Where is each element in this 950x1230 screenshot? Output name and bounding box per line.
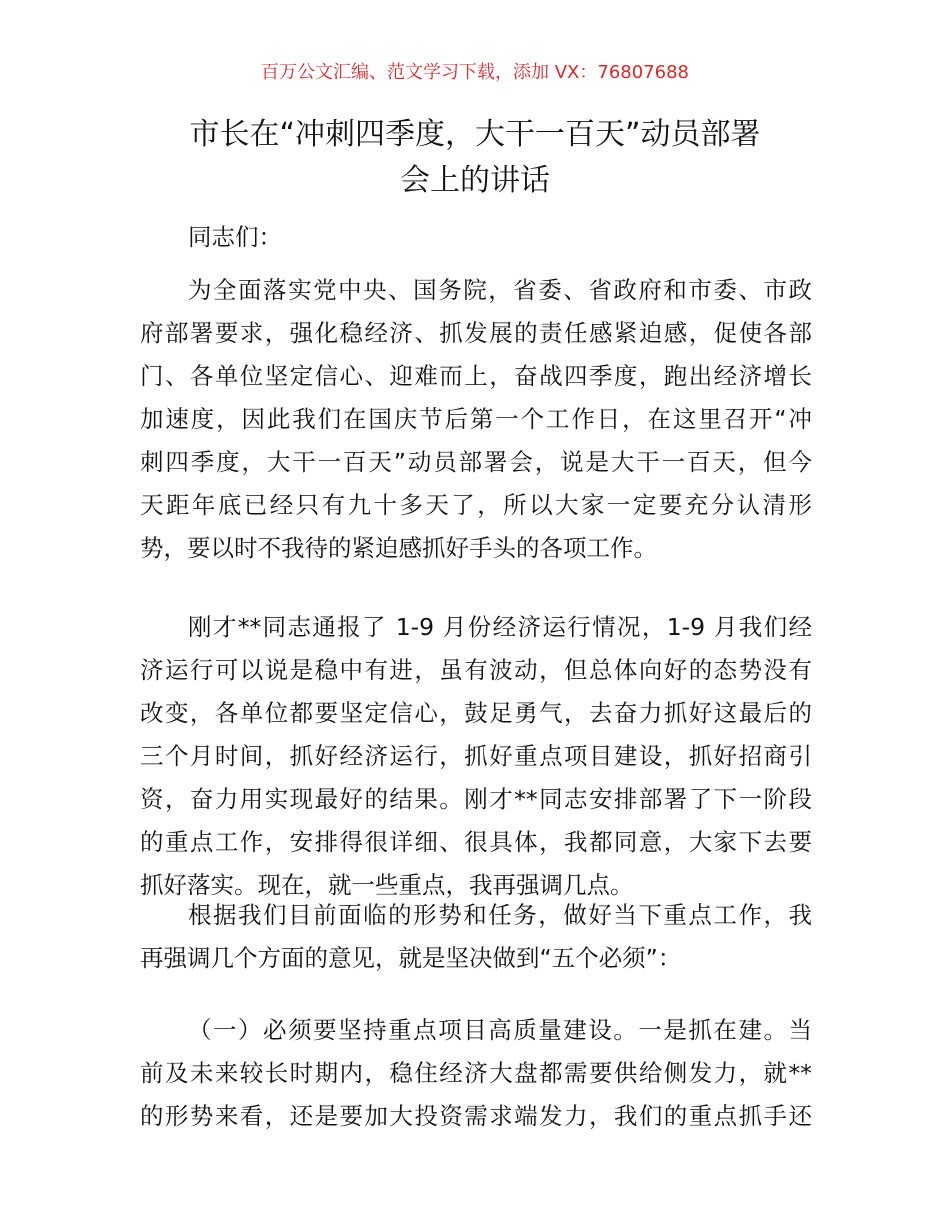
document-title (140, 112, 810, 204)
paragraph-line: 刺四季度，大干一百天”动员部署会，说是大干一百天，但今 (140, 448, 812, 476)
paragraph-line: 改变，各单位都要坚定信心，鼓足勇气，去奋力抓好这最后的 (140, 699, 812, 727)
salutation (140, 216, 812, 259)
paragraph-line: 三个月时间，抓好经济运行，抓好重点项目建设，抓好招商引 (140, 742, 812, 770)
paragraph (140, 606, 812, 907)
paragraph-line: 的形势来看，还是要加大投资需求端发力，我们的重点抓手还 (140, 1102, 812, 1130)
paragraph-line: 府部署要求，强化稳经济、抓发展的责任感紧迫感，促使各部 (140, 319, 812, 347)
paragraph-line: 的重点工作，安排得很详细、很具体，我都同意，大家下去要 (140, 828, 812, 856)
paragraph-line: 为全面落实党中央、国务院，省委、省政府和市委、市政 (188, 276, 812, 304)
paragraph-line: 前及未来较长时期内，稳住经济大盘都需要供给侧发力，就** (140, 1059, 812, 1087)
paragraph-line: 抓好落实。现在，就一些重点，我再强调几点。 (140, 871, 634, 899)
paragraph-line: 刚才**同志通报了 1-9 月份经济运行情况，1-9 月我们经 (188, 613, 812, 641)
watermark-header: 百万公文汇编、范文学习下载，添加 VX：76807688 (261, 62, 689, 83)
title-line: 会上的讲话 (400, 163, 550, 198)
paragraph-line: 势，要以时不我待的紧迫感抓好手头的各项工作。 (140, 534, 657, 562)
paragraph-line: 根据我们目前面临的形势和任务，做好当下重点工作，我 (188, 901, 812, 929)
paragraph-line: 资，奋力用实现最好的结果。刚才**同志安排部署了下一阶段 (140, 785, 812, 813)
paragraph-line: 再强调几个方面的意见，就是坚决做到“五个必须”： (140, 944, 682, 972)
title-line: 市长在“冲刺四季度，大干一百天”动员部署 (189, 117, 761, 152)
paragraph-line: （一）必须要坚持重点项目高质量建设。一是抓在建。当 (188, 1016, 812, 1044)
paragraph (140, 1009, 812, 1138)
paragraph-line: 门、各单位坚定信心、迎难而上，奋战四季度，跑出经济增长 (140, 362, 812, 390)
salutation-text: 同志们： (188, 223, 282, 251)
paragraph (140, 894, 812, 980)
paragraph (140, 269, 812, 570)
paragraph-line: 济运行可以说是稳中有进，虽有波动，但总体向好的态势没有 (140, 656, 812, 684)
paragraph-line: 加速度，因此我们在国庆节后第一个工作日，在这里召开“冲 (140, 405, 812, 433)
paragraph-line: 天距年底已经只有九十多天了，所以大家一定要充分认清形 (140, 491, 812, 519)
